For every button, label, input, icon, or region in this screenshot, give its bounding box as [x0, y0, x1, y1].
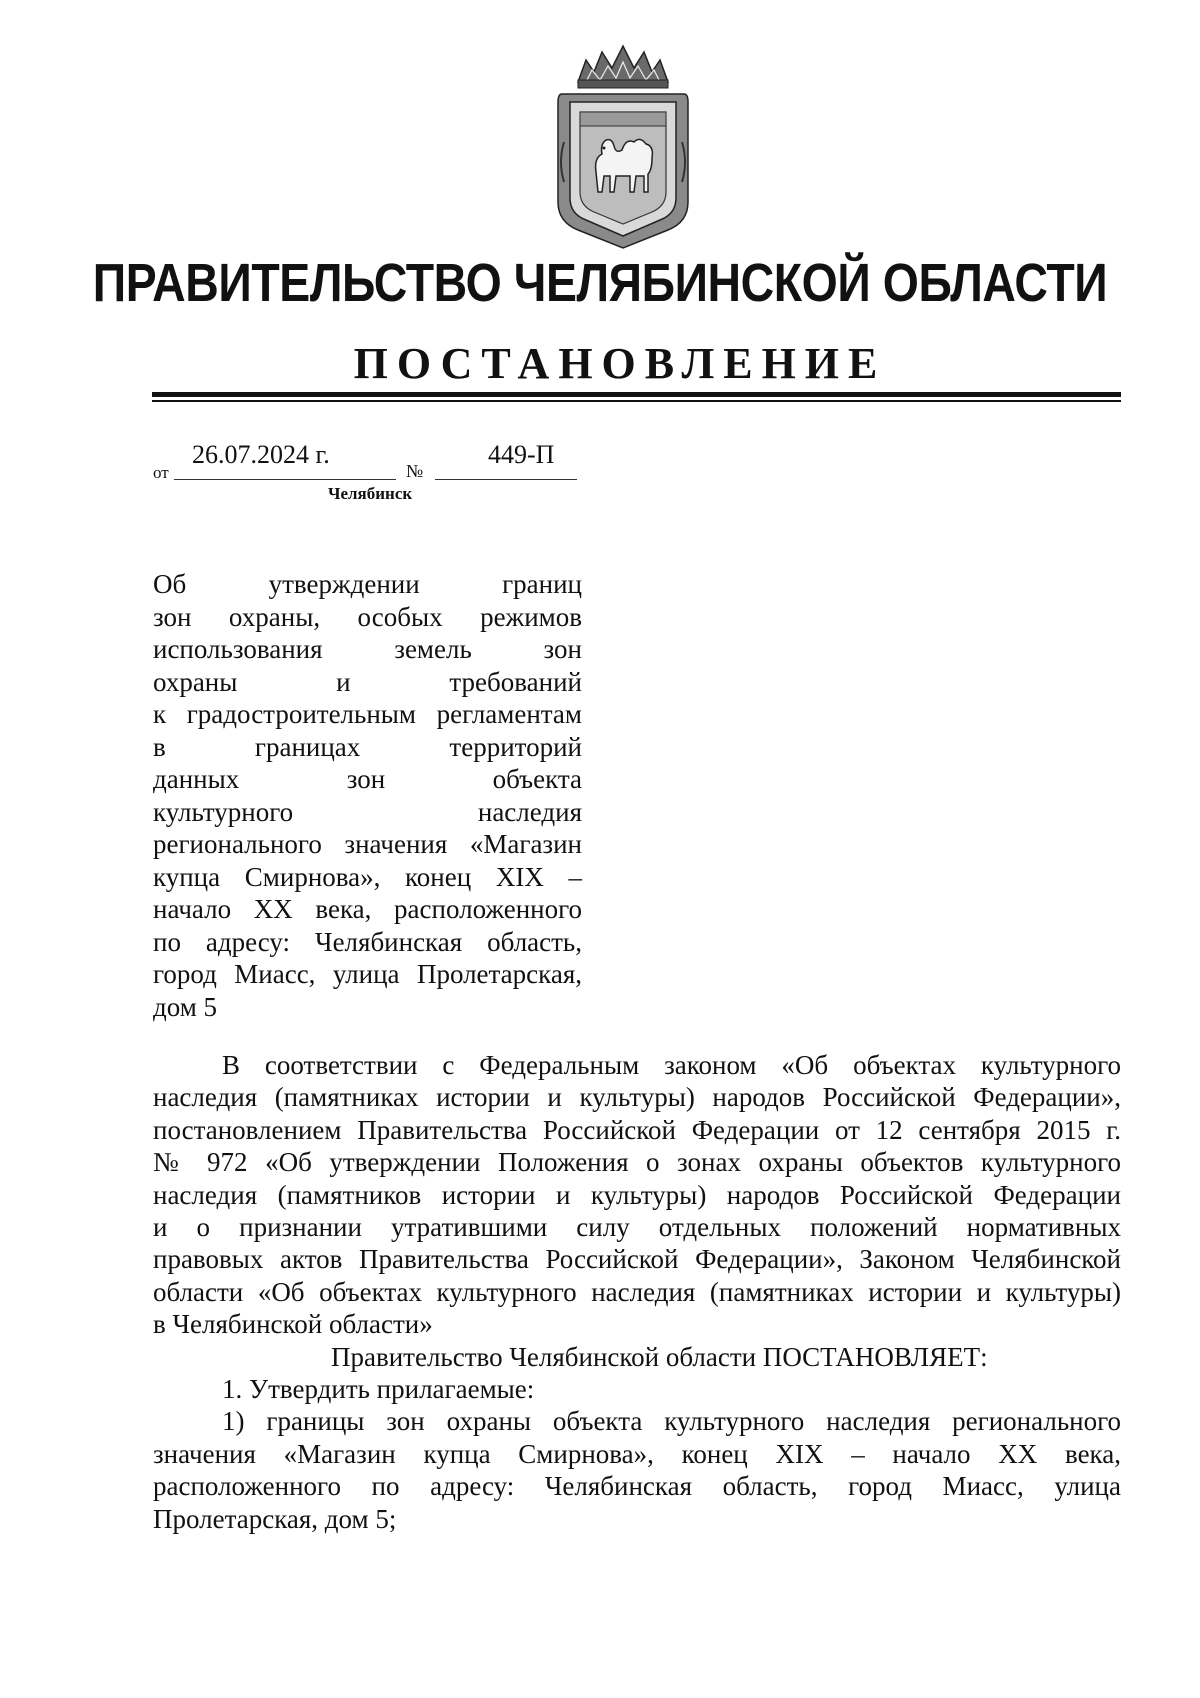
item-1-1-line: значения «Магазин купца Смирнова», конец XIX – начало XX века,	[153, 1438, 1121, 1469]
item-1-1-line: расположенного по адресу: Челябинская область, город Миасс, улица	[153, 1471, 1121, 1502]
subject-line: охраны и требований	[153, 666, 582, 697]
document-subject	[153, 568, 582, 1023]
preamble-line: области «Об объектах культурного наследия (памятниках истории и культуры)	[153, 1276, 1121, 1307]
subject-line: купца Смирнова», конец XIX –	[153, 861, 582, 892]
subject-line: к градостроительным регламентам	[153, 699, 582, 729]
document-type: ПОСТАНОВЛЕНИЕ	[353, 339, 887, 388]
chelyabinsk-coat-of-arms-icon	[556, 42, 690, 252]
city-name: Челябинск	[328, 484, 413, 503]
date-label: от	[153, 463, 169, 482]
subject-line: по адресу: Челябинская область,	[153, 926, 582, 957]
subject-line: в границах территорий	[153, 731, 582, 762]
subject-line: культурного наследия	[153, 796, 582, 827]
resolves-statement: Правительство Челябинской области ПОСТАНОВЛЯЕТ:	[331, 1341, 988, 1372]
date-underline	[174, 479, 396, 480]
number-label: №	[406, 461, 424, 481]
document-date: 26.07.2024 г.	[192, 440, 330, 469]
preamble-line: В соответствии с Федеральным законом «Об объектах культурного	[222, 1050, 1121, 1080]
subject-line: город Миасс, улица Пролетарская,	[153, 959, 582, 989]
preamble-line: в Челябинской области»	[153, 1309, 433, 1340]
subject-line: зон охраны, особых режимов	[153, 601, 582, 632]
header-divider-thick	[152, 392, 1121, 397]
item-1-1-line: 1) границы зон охраны объекта культурного наследия регионального	[222, 1406, 1121, 1437]
organization-title: ПРАВИТЕЛЬСТВО ЧЕЛЯБИНСКОЙ ОБЛАСТИ	[92, 253, 1108, 313]
subject-line: данных зон объекта	[153, 764, 582, 794]
preamble-line: и о признании утратившими силу отдельных положений нормативных	[153, 1212, 1121, 1243]
document-number: 449-П	[488, 440, 555, 469]
preamble-line: наследия (памятниках истории и культуры) народов Российской Федерации»,	[153, 1082, 1121, 1113]
header-divider-thin	[152, 400, 1121, 402]
document-body	[153, 1049, 1121, 1535]
subject-line: регионального значения «Магазин	[153, 829, 582, 859]
subject-line: начало XX века, расположенного	[153, 894, 582, 924]
preamble-line: наследия (памятников истории и культуры) народов Российской Федерации	[153, 1179, 1121, 1210]
preamble-line: № 972 «Об утверждении Положения о зонах охраны объектов культурного	[153, 1147, 1121, 1178]
subject-line: Об утверждении границ	[153, 569, 582, 599]
item-1-1-line: Пролетарская, дом 5;	[153, 1503, 397, 1534]
subject-line: дом 5	[153, 991, 218, 1022]
number-underline	[435, 479, 577, 480]
preamble-line: правовых актов Правительства Российской Федерации», Законом Челябинской	[153, 1244, 1121, 1275]
subject-line: использования земель зон	[153, 634, 582, 664]
preamble-line: постановлением Правительства Российской Федерации от 12 сентября 2015 г.	[153, 1114, 1121, 1145]
item-1: 1. Утвердить прилагаемые:	[222, 1374, 535, 1405]
